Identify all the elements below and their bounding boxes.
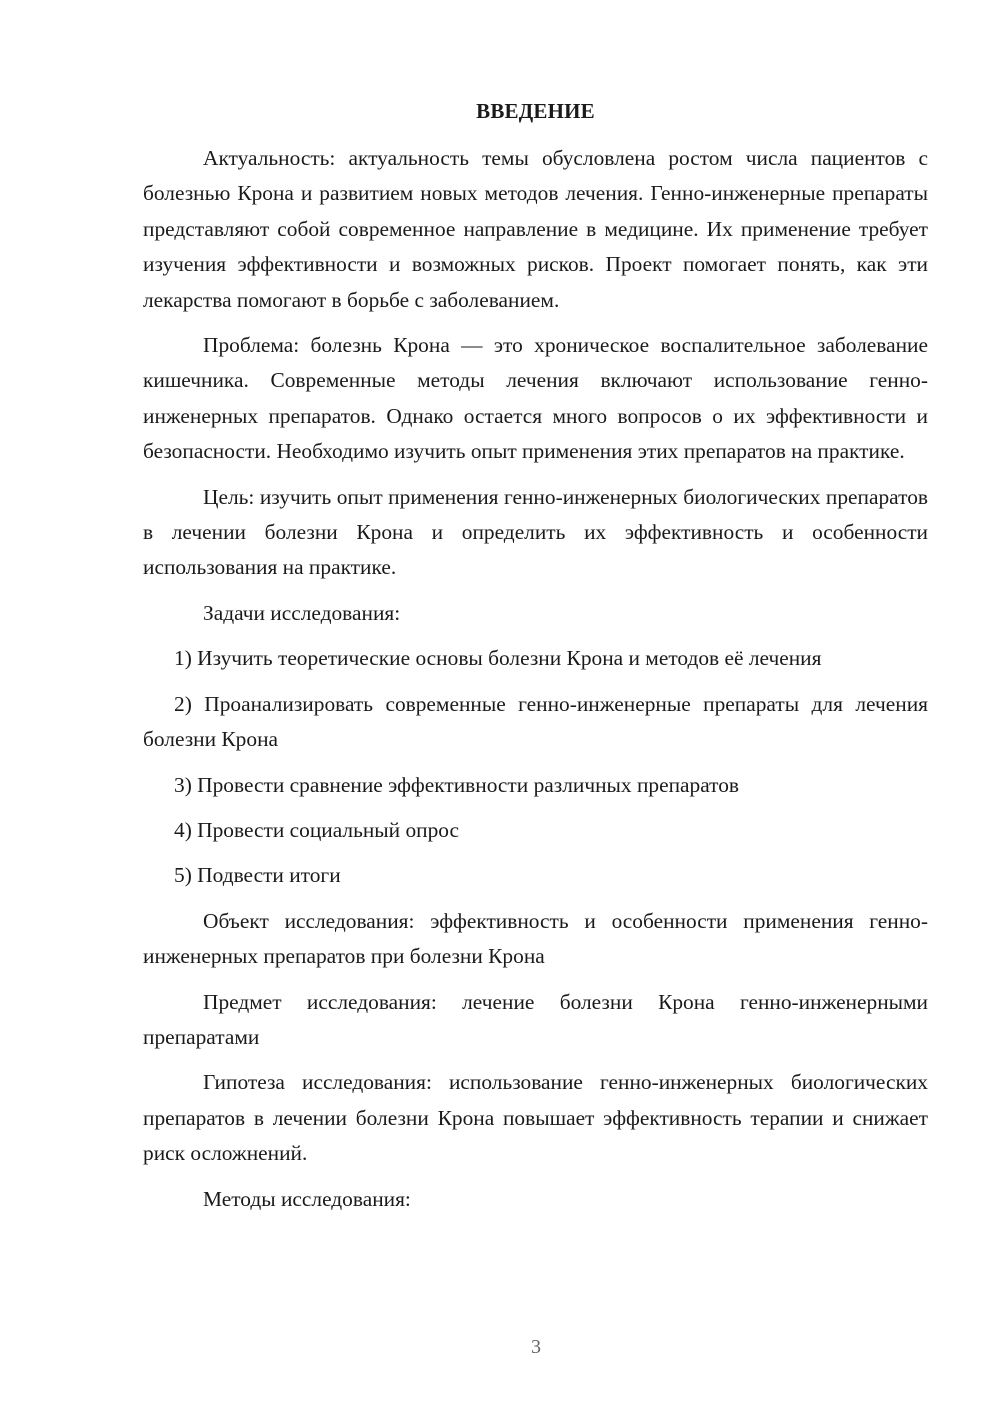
task-item-4: 4) Провести социальный опрос	[174, 817, 460, 842]
task-item-5: 5) Подвести итоги	[174, 863, 341, 888]
paragraph-tasks-heading: Задачи исследования:	[203, 600, 401, 625]
paragraph-problem: Проблема: болезнь Крона — это хроническое воспалительное заболевание кишечника. Современные методы лечения включают использование генно-инженерных препаратов. Однако остается много вопросов о их эффективности и безопасности. Необходимо изучить опыт применения этих препаратов на практике.	[143, 333, 928, 464]
paragraph-methods: Методы исследования:	[203, 1186, 411, 1211]
paragraph-subject: Предмет исследования: лечение болезни Крона генно-инженерными препаратами	[143, 989, 928, 1049]
paragraph-relevance: Актуальность: актуальность темы обусловлена ростом числа пациентов с болезнью Крона и развитием новых методов лечения. Генно-инженерные препараты представляют собой современное направление в медицине. Их применение требует изучения эффективности и возможных рисков. Проект помогает понять, как эти лекарства помогают в борьбе с заболеванием.	[143, 146, 928, 312]
task-item-3: 3) Провести сравнение эффективности различных препаратов	[174, 772, 740, 797]
page-number: 3	[531, 1336, 541, 1358]
section-heading: ВВЕДЕНИЕ	[476, 99, 595, 123]
paragraph-object: Объект исследования: эффективность и особенности применения генно-инженерных препаратов при болезни Крона	[143, 908, 928, 969]
task-item-2: 2) Проанализировать современные генно-инженерные препараты для лечения болезни Крона	[143, 691, 928, 752]
task-item-1: 1) Изучить теоретические основы болезни Крона и методов её лечения	[174, 646, 822, 671]
document-body	[143, 141, 928, 1227]
paragraph-goal: Цель: изучить опыт применения генно-инженерных биологических препаратов в лечении болезни Крона и определить их эффективность и особенности использования на практике.	[143, 484, 928, 580]
paragraph-hypothesis: Гипотеза исследования: использование генно-инженерных биологических препаратов в лечении болезни Крона повышает эффективность терапии и снижает риск осложнений.	[143, 1070, 928, 1166]
